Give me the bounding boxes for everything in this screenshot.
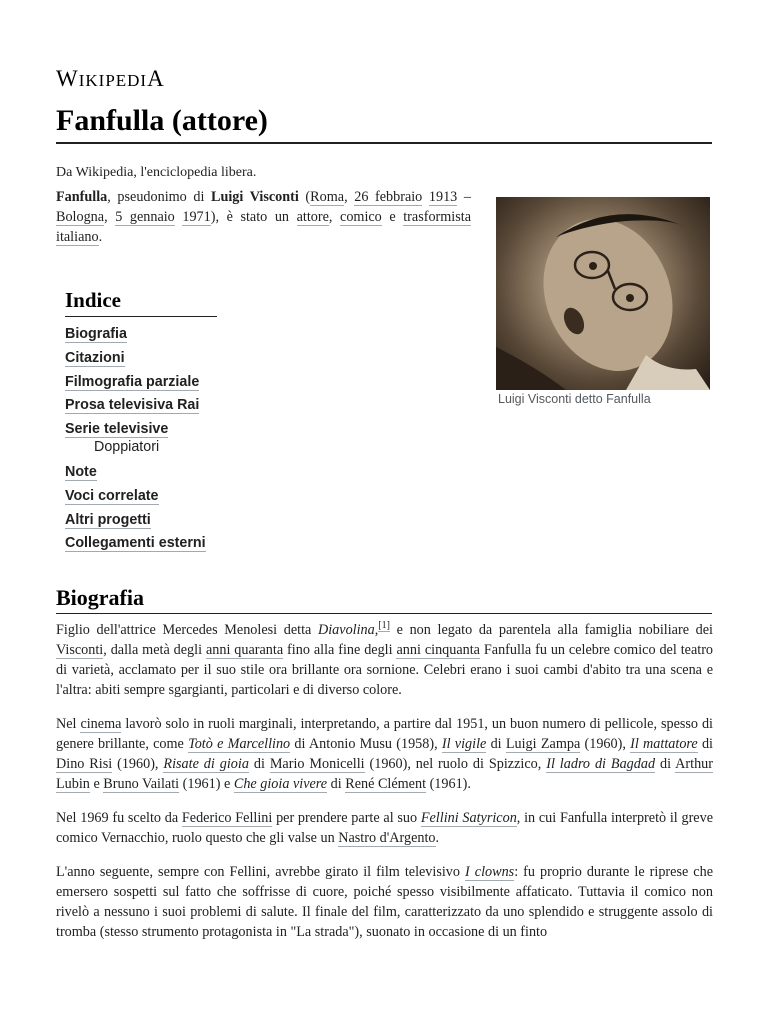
text: di — [655, 756, 676, 772]
toc-link-doppiatori[interactable]: Doppiatori — [94, 438, 160, 455]
toc-item — [65, 347, 217, 371]
text: (1960), nel ruolo di Spizzico, — [364, 756, 547, 772]
toc-item — [65, 509, 217, 533]
text: Figlio dell'attrice Mercedes Menolesi detta — [56, 622, 318, 638]
toc-list — [65, 323, 217, 556]
link-birth-year[interactable]: 1913 — [428, 189, 458, 205]
text: : fu proprio durante le riprese che emersero sospetti sul fatto che soffrisse di cuore, poiché spesso visibilmente affaticato. Tuttavia il comico non rivelò a nessuno i suoi problemi di salute. Il finale del film, caratterizzato da uno splendido e struggente assolo di tromba (stesso strumento protagonista in "La strada"), suonato in occasione di un finto — [56, 864, 713, 940]
lead-text: , — [104, 209, 116, 225]
paragraph-4 — [56, 862, 713, 942]
film-title: Fellini Satyricon — [420, 810, 517, 826]
paragraph-1 — [56, 620, 713, 700]
paragraph-3 — [56, 808, 713, 848]
link-attore[interactable]: attore — [296, 209, 329, 225]
film-title: Il vigile — [441, 736, 487, 752]
table-of-contents — [65, 288, 217, 556]
lead-text: – — [457, 189, 471, 205]
link-toto-e-marcellino[interactable] — [188, 736, 290, 753]
wordmark-final: A — [147, 66, 165, 91]
subject-name: Fanfulla — [56, 189, 108, 205]
italic-nickname: Diavolina — [317, 622, 375, 638]
link-rene-clement[interactable]: René Clément — [345, 776, 427, 792]
link-birth-date[interactable]: 26 febbraio — [354, 189, 423, 205]
link-arthur-lubin[interactable]: Arthur Lubin — [56, 756, 713, 792]
text: e non legato da parentela alla famiglia nobiliare dei — [389, 622, 713, 638]
lead-text: e — [381, 209, 404, 225]
toc-link-voci[interactable]: Voci correlate — [65, 487, 159, 504]
lead-text: , pseudonimo di — [107, 189, 212, 205]
film-title: Che gioia vivere — [233, 776, 328, 792]
text: , dalla metà degli — [103, 642, 206, 658]
link-bruno-vailati[interactable]: Bruno Vailati — [103, 776, 180, 792]
link-federico-fellini[interactable]: Federico Fellini — [181, 810, 273, 826]
link-fellini-satyricon[interactable] — [421, 810, 517, 827]
toc-item — [65, 485, 217, 509]
text: di — [327, 776, 346, 792]
portrait-photo[interactable] — [496, 197, 710, 390]
reference — [378, 620, 390, 632]
toc-item — [65, 371, 217, 395]
toc-item — [65, 532, 217, 556]
lead-paragraph — [56, 187, 471, 247]
film-title: Risate di gioia — [163, 756, 249, 772]
film-title: Totò e Marcellino — [188, 736, 291, 752]
toc-item — [65, 323, 217, 347]
link-dino-risi[interactable]: Dino Risi — [56, 756, 113, 772]
text: per prendere parte al suo — [272, 810, 421, 826]
text: Nel — [56, 716, 81, 732]
toc-item — [65, 394, 217, 418]
lead-text: . — [98, 229, 103, 245]
wordmark-initial: W — [56, 66, 79, 91]
toc-link-prosa[interactable]: Prosa televisiva Rai — [65, 397, 200, 414]
link-il-ladro-di-bagdad[interactable] — [546, 756, 655, 773]
lead-text: ), è stato un — [210, 209, 297, 225]
text: di Antonio Musu (1958), — [290, 736, 442, 752]
link-il-mattatore[interactable] — [630, 736, 698, 753]
lead-text — [422, 189, 429, 205]
toc-item — [65, 461, 217, 485]
link-anni-cinquanta[interactable]: anni cinquanta — [396, 642, 480, 658]
text: (1960), — [580, 736, 631, 752]
wikipedia-wordmark[interactable] — [56, 66, 165, 92]
toc-link-altri[interactable]: Altri progetti — [65, 511, 151, 528]
text: , — [374, 622, 379, 638]
link-il-vigile[interactable] — [442, 736, 486, 753]
film-title: Il ladro di Bagdad — [546, 756, 656, 772]
lead-text: , — [328, 209, 341, 225]
portrait-photo-icon — [496, 197, 710, 390]
toc-link-citazioni[interactable]: Citazioni — [65, 349, 125, 366]
film-title: I clowns — [465, 864, 515, 880]
link-bologna[interactable]: Bologna — [56, 209, 105, 225]
lead-text: , — [344, 189, 355, 205]
toc-link-filmografia[interactable]: Filmografia parziale — [65, 373, 200, 390]
text: di — [486, 736, 506, 752]
text: , in cui Fanfulla interpretò il greve comico Vernacchio, ruolo questo che gli valse un — [56, 810, 713, 846]
text: Nel 1969 fu scelto da — [56, 810, 182, 826]
reference-link-1[interactable]: [1] — [378, 620, 390, 632]
text: (1960), — [112, 756, 164, 772]
section-heading-biografia: Biografia — [56, 585, 712, 614]
paragraph-2 — [56, 714, 713, 794]
toc-link-collegamenti[interactable]: Collegamenti esterni — [65, 535, 206, 552]
real-name: Luigi Visconti — [211, 189, 299, 205]
link-nastro-d-argento[interactable]: Nastro d'Argento — [338, 830, 436, 846]
section-body — [56, 620, 713, 956]
text: lavorò solo in ruoli marginali, interpretando, a partire dal 1951, un buon numero di pellicole, spesso di genere brillante, come — [56, 716, 713, 752]
toc-link-serie[interactable]: Serie televisive — [65, 421, 169, 438]
text: (1961). — [426, 776, 471, 792]
text: di — [697, 736, 713, 752]
toc-link-note[interactable]: Note — [65, 463, 97, 480]
link-cinema[interactable]: cinema — [80, 716, 122, 732]
link-death-date[interactable]: 5 gennaio — [115, 209, 175, 225]
lead-text: ( — [298, 189, 311, 205]
film-title: Il mattatore — [630, 736, 698, 752]
link-che-gioia-vivere[interactable] — [234, 776, 327, 793]
link-trasformista[interactable]: trasformista — [403, 209, 471, 225]
link-mario-monicelli[interactable]: Mario Monicelli — [269, 756, 365, 772]
link-risate-di-gioia[interactable] — [163, 756, 249, 773]
site-tagline: Da Wikipedia, l'enciclopedia libera. — [56, 165, 257, 180]
link-comico[interactable]: comico — [340, 209, 382, 225]
link-roma[interactable]: Roma — [310, 189, 345, 205]
page-title: Fanfulla (attore) — [56, 104, 712, 144]
text: Fanfulla fu un celebre comico del teatro di varietà, acclamato per il suo stile ora brillante ora sornione. Celebri erano i suoi cambi d'abito tra una scena e l'altra: abiti sempre sgargianti, particolari e di diverso colore. — [56, 642, 714, 698]
image-caption: Luigi Visconti detto Fanfulla — [498, 392, 651, 406]
link-anni-quaranta[interactable]: anni quaranta — [205, 642, 284, 658]
text: di — [248, 756, 270, 772]
text: (1961) e — [179, 776, 234, 792]
toc-title: Indice — [65, 288, 217, 317]
link-visconti[interactable]: Visconti — [56, 642, 104, 658]
text: . — [435, 830, 440, 846]
link-luigi-zampa[interactable]: Luigi Zampa — [505, 736, 581, 752]
text: L'anno seguente, sempre con Fellini, avrebbe girato il film televisivo — [56, 864, 466, 880]
wordmark-rest: IKIPEDI — [78, 71, 148, 90]
link-italiano[interactable]: italiano — [56, 229, 99, 245]
text: fino alla fine degli — [283, 642, 397, 658]
toc-link-biografia[interactable]: Biografia — [65, 326, 127, 342]
link-i-clowns[interactable] — [465, 864, 514, 881]
link-death-year[interactable]: 1971 — [182, 209, 211, 225]
text: e — [89, 776, 104, 792]
